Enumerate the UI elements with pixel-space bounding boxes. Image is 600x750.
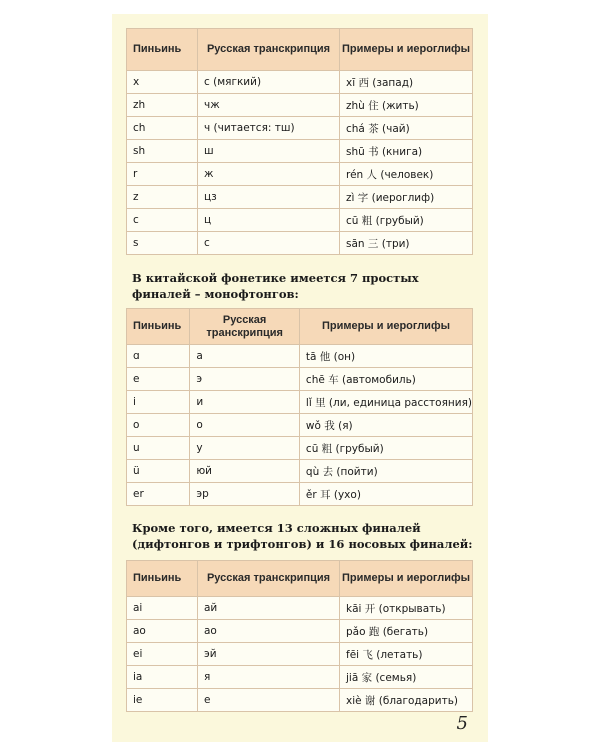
table-row	[127, 620, 473, 643]
table-row	[127, 368, 473, 391]
transcription-cell: с (мягкий)	[198, 71, 340, 94]
table-header-row	[127, 29, 473, 71]
header-examples: Примеры и иероглифы	[340, 29, 473, 71]
table-row	[127, 666, 473, 689]
page-number: 5	[456, 713, 468, 734]
table-header-row	[127, 309, 473, 345]
example-cell: wǒ 我 (я)	[299, 414, 472, 437]
table-row	[127, 71, 473, 94]
header-pinyin: Пиньинь	[127, 561, 198, 597]
header-examples: Примеры и иероглифы	[340, 561, 473, 597]
pinyin-cell: ɑ	[127, 345, 190, 368]
example-cell: fēi 飞 (летать)	[340, 643, 473, 666]
example-cell: sān 三 (три)	[340, 232, 473, 255]
transcription-cell: а	[190, 345, 300, 368]
pinyin-cell: u	[127, 437, 190, 460]
pinyin-cell: ai	[127, 597, 198, 620]
example-cell: chá 茶 (чай)	[340, 117, 473, 140]
example-cell: xiè 谢 (благодарить)	[340, 689, 473, 712]
transcription-cell: и	[190, 391, 300, 414]
table-row	[127, 643, 473, 666]
table-header-row	[127, 561, 473, 597]
transcription-cell: ао	[198, 620, 340, 643]
table-row	[127, 345, 473, 368]
header-pinyin: Пиньинь	[127, 29, 198, 71]
book-page	[112, 14, 488, 742]
example-cell: cū 粗 (грубый)	[299, 437, 472, 460]
example-cell: lǐ 里 (ли, единица расстояния)	[299, 391, 472, 414]
example-cell: zhù 住 (жить)	[340, 94, 473, 117]
pinyin-cell: e	[127, 368, 190, 391]
header-russian-transcription: Русская транскрипция	[198, 561, 340, 597]
pinyin-cell: c	[127, 209, 198, 232]
transcription-cell: эр	[190, 483, 300, 506]
pinyin-cell: ao	[127, 620, 198, 643]
example-cell: jiā 家 (семья)	[340, 666, 473, 689]
example-cell: cū 粗 (грубый)	[340, 209, 473, 232]
diphthongs-note: Кроме того, имеется 13 сложных финалей (дифтонгов и трифтонгов) и 16 носовых финалей:	[132, 521, 473, 551]
transcription-cell: ц	[198, 209, 340, 232]
pinyin-cell: ei	[127, 643, 198, 666]
table-row	[127, 414, 473, 437]
example-cell: ěr 耳 (ухо)	[299, 483, 472, 506]
pinyin-cell: s	[127, 232, 198, 255]
header-russian-transcription: Русская транскрипция	[190, 309, 300, 345]
table-row	[127, 232, 473, 255]
transcription-cell: цз	[198, 186, 340, 209]
example-cell: kāi 开 (открывать)	[340, 597, 473, 620]
header-russian-transcription: Русская транскрипция	[198, 29, 340, 71]
header-examples: Примеры и иероглифы	[299, 309, 472, 345]
pinyin-cell: sh	[127, 140, 198, 163]
example-cell: qù 去 (пойти)	[299, 460, 472, 483]
example-cell: pǎo 跑 (бегать)	[340, 620, 473, 643]
consonants-table	[126, 28, 473, 255]
table-row	[127, 437, 473, 460]
example-cell: xī 西 (запад)	[340, 71, 473, 94]
table-row	[127, 117, 473, 140]
pinyin-cell: ia	[127, 666, 198, 689]
pinyin-cell: er	[127, 483, 190, 506]
transcription-cell: ж	[198, 163, 340, 186]
transcription-cell: ай	[198, 597, 340, 620]
table-row	[127, 597, 473, 620]
pinyin-cell: zh	[127, 94, 198, 117]
pinyin-cell: x	[127, 71, 198, 94]
table-row	[127, 94, 473, 117]
pinyin-cell: ü	[127, 460, 190, 483]
example-cell: tā 他 (он)	[299, 345, 472, 368]
transcription-cell: эй	[198, 643, 340, 666]
table-row	[127, 209, 473, 232]
transcription-cell: у	[190, 437, 300, 460]
table-row	[127, 460, 473, 483]
transcription-cell: с	[198, 232, 340, 255]
transcription-cell: я	[198, 666, 340, 689]
transcription-cell: ч (читается: тш)	[198, 117, 340, 140]
table-row	[127, 391, 473, 414]
complex-finals-table	[126, 560, 473, 712]
pinyin-cell: r	[127, 163, 198, 186]
example-cell: chē 车 (автомобиль)	[299, 368, 472, 391]
transcription-cell: юй	[190, 460, 300, 483]
pinyin-cell: o	[127, 414, 190, 437]
pinyin-cell: i	[127, 391, 190, 414]
table-row	[127, 483, 473, 506]
table-row	[127, 689, 473, 712]
transcription-cell: о	[190, 414, 300, 437]
example-cell: rén 人 (человек)	[340, 163, 473, 186]
transcription-cell: э	[190, 368, 300, 391]
pinyin-cell: z	[127, 186, 198, 209]
monophthongs-note: В китайской фонетике имеется 7 простых финалей – монофтонгов:	[132, 271, 419, 301]
example-cell: zì 字 (иероглиф)	[340, 186, 473, 209]
pinyin-cell: ie	[127, 689, 198, 712]
pinyin-cell: ch	[127, 117, 198, 140]
table-row	[127, 163, 473, 186]
transcription-cell: е	[198, 689, 340, 712]
header-pinyin: Пиньинь	[127, 309, 190, 345]
transcription-cell: ш	[198, 140, 340, 163]
monophthongs-table	[126, 308, 473, 506]
transcription-cell: чж	[198, 94, 340, 117]
table-row	[127, 140, 473, 163]
example-cell: shū 书 (книга)	[340, 140, 473, 163]
table-row	[127, 186, 473, 209]
